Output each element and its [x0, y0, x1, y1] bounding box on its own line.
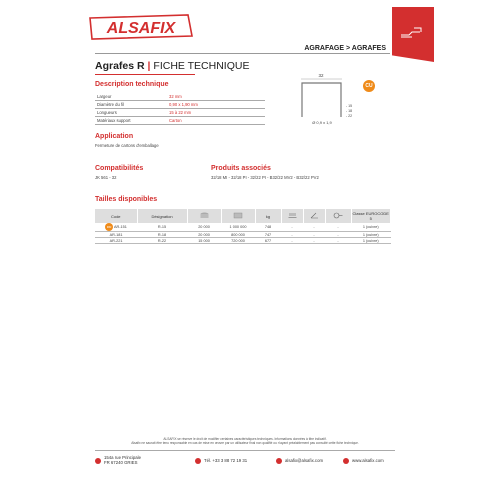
col-pallet	[281, 209, 303, 223]
compat-text: JK 561 - 32	[95, 175, 117, 180]
table-cell: 1 (cuivre)	[351, 223, 391, 232]
footer-phone: Tél. +33 3 88 72 19 31	[204, 458, 248, 463]
products-text: 32/18 MI - 32/18 PI - 32/22 PI - B32/22 MV2 - B32/22 PV2	[211, 175, 319, 180]
table-cell: -	[325, 238, 351, 244]
disclaimer	[95, 437, 395, 445]
table-cell: 20 000	[187, 232, 221, 238]
table-cell: 1 000 000	[221, 223, 255, 232]
description-heading: Description technique	[95, 81, 169, 88]
angle-icon	[310, 212, 319, 219]
table-cell: 800 000	[221, 232, 255, 238]
table-cell: 748	[255, 223, 281, 232]
compat-heading: Compatibilités	[95, 165, 144, 172]
disclaimer-line: Alsafix ne saurait être tenu responsable en cas de mise en œuvre par un utilisateur final non qualifié ou n'ayant préalablement pas consulté cette fiche technique.	[131, 441, 359, 445]
wire-icon	[333, 212, 343, 219]
col-code: Code	[95, 209, 137, 223]
footer-address	[104, 455, 141, 465]
col-designation: Désignation	[137, 209, 187, 223]
hand-staple-icon	[400, 25, 424, 39]
code-value: AR-181	[109, 232, 123, 237]
table-cell: 747	[255, 232, 281, 238]
col-wire	[325, 209, 351, 223]
table-row	[95, 238, 391, 244]
table-row	[95, 223, 391, 232]
copper-badge: CU	[363, 80, 375, 92]
spec-table	[95, 93, 265, 125]
code-value: AR-221	[109, 238, 123, 243]
spec-value: 15 à 22 mm	[169, 109, 265, 117]
sizes-table	[95, 209, 391, 244]
table-cell: 1 (cuivre)	[351, 232, 391, 238]
col-box-qty	[187, 209, 221, 223]
spec-value: Carton	[169, 117, 265, 125]
table-cell: 20 000	[187, 223, 221, 232]
alsafix-logo	[88, 14, 195, 40]
table-cell: 720 000	[221, 238, 255, 244]
table-cell: -	[325, 223, 351, 232]
table-cell: -	[303, 223, 325, 232]
spec-label: Largeur	[95, 93, 169, 101]
sizes-heading: Tailles disponibles	[95, 196, 158, 203]
table-cell: R-15	[137, 223, 187, 232]
phone-icon	[195, 458, 201, 464]
location-icon	[95, 458, 101, 464]
table-cell: -	[303, 232, 325, 238]
carton-icon	[233, 212, 243, 219]
address-line: 154a rue Principale	[104, 455, 142, 460]
table-cell: 677	[255, 238, 281, 244]
table-cell: -	[325, 232, 351, 238]
wire-label: Ø 0,9 x 1,9	[312, 120, 332, 125]
spec-label: Diamètre du fil	[95, 101, 169, 109]
col-carton-qty	[221, 209, 255, 223]
application-heading: Application	[95, 133, 134, 140]
footer-web[interactable]: www.alsafix.com	[352, 458, 384, 463]
disclaimer-line: ALSAFIX se réserve le droit de modifier certaines caractéristiques techniques. Informations données à titre indicatif.	[163, 437, 327, 441]
footer	[95, 450, 395, 470]
page-title	[95, 60, 249, 72]
table-cell: -	[281, 232, 303, 238]
table-cell: -	[303, 238, 325, 244]
col-angle	[303, 209, 325, 223]
category-breadcrumb: AGRAFAGE > AGRAFES	[95, 44, 390, 54]
width-label: 32	[318, 73, 324, 78]
table-row	[95, 117, 265, 125]
title-underline	[95, 74, 195, 75]
product-name: Agrafes R	[95, 60, 145, 72]
footer-email[interactable]: alsafix@alsafix.com	[285, 458, 324, 463]
web-icon	[343, 458, 349, 464]
table-header-row	[95, 209, 391, 223]
table-cell: R-18	[137, 232, 187, 238]
code-cell	[95, 223, 137, 232]
address-line: FR 67240 GRIES	[104, 460, 138, 465]
box-icon	[200, 212, 209, 220]
length-label-22: - 22	[346, 114, 353, 118]
application-text: Fermeture de cartons d'emballage	[95, 143, 159, 148]
code-cell	[95, 238, 137, 244]
code-value: AR-151	[113, 225, 127, 229]
title-subtitle: FICHE TECHNIQUE	[153, 60, 250, 72]
table-row	[95, 109, 265, 117]
kg-label: kg	[265, 213, 271, 219]
spec-value: 32 mm	[169, 93, 265, 101]
col-weight	[255, 209, 281, 223]
table-cell: -	[281, 223, 303, 232]
col-eurocode: Classe EUROCODE 5	[352, 211, 389, 221]
spec-value: 0,90 x 1,90 mm	[169, 101, 265, 109]
svg-text:ALSAFIX: ALSAFIX	[106, 20, 176, 37]
table-cell: R-22	[137, 238, 187, 244]
email-icon	[276, 458, 282, 464]
spec-label: Matériaux support	[95, 117, 169, 125]
title-separator: |	[147, 60, 151, 72]
copper-row-badge: CU	[106, 225, 112, 229]
pallet-icon	[288, 212, 297, 219]
table-cell: -	[281, 238, 303, 244]
spec-label: Longueurs	[95, 109, 169, 117]
table-cell: 15 000	[187, 238, 221, 244]
category-corner-tab	[392, 7, 434, 62]
length-label-15: - 15	[346, 104, 353, 108]
table-row	[95, 101, 265, 109]
table-cell: 1 (cuivre)	[351, 238, 391, 244]
products-heading: Produits associés	[211, 165, 271, 172]
length-label-18: - 18	[346, 109, 353, 113]
table-row	[95, 93, 265, 101]
